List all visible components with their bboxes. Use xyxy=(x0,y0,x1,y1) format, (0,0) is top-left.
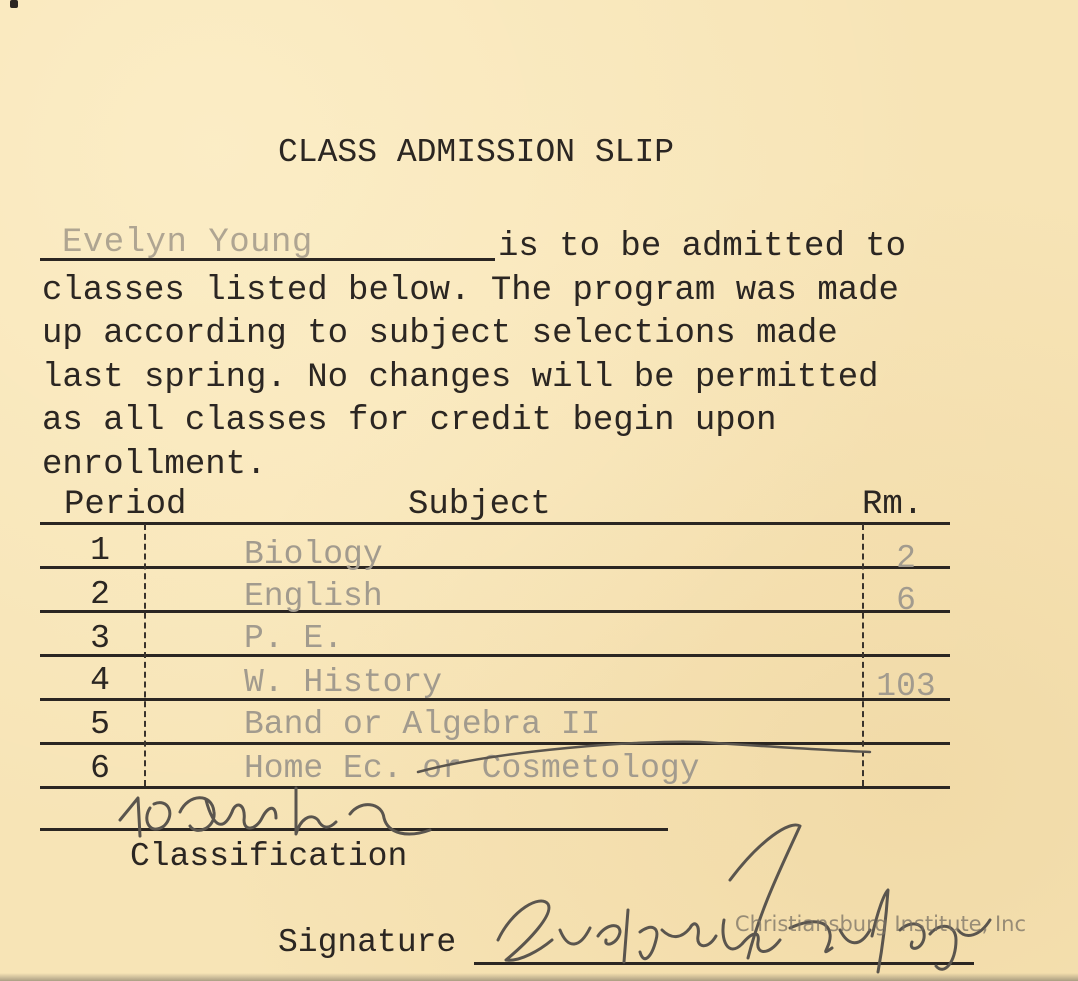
table-row-period: 5 xyxy=(90,706,110,743)
subject-header: Subject xyxy=(408,486,551,524)
table-row-subject: Band or Algebra II xyxy=(244,706,601,743)
table-row-room: 103 xyxy=(876,668,936,705)
table-row-period: 1 xyxy=(90,532,110,569)
paragraph-line: up according to subject selections made xyxy=(42,315,838,354)
table-row-period: 3 xyxy=(90,620,110,657)
paragraph-line: classes listed below. The program was made xyxy=(42,271,899,310)
period-header: Period xyxy=(64,486,187,524)
table-row-period: 4 xyxy=(90,662,110,699)
table-row-room: 2 xyxy=(896,540,916,577)
document-title: CLASS ADMISSION SLIP xyxy=(278,134,675,171)
table-row-period: 6 xyxy=(90,750,110,787)
page-edge-shadow xyxy=(0,973,1078,981)
paragraph-line: is to be admitted to xyxy=(498,228,907,266)
handwritten-signature xyxy=(498,825,990,972)
paragraph-line: enrollment. xyxy=(42,445,267,484)
watermark-text: Christiansburg Institute, Inc xyxy=(734,912,1026,936)
table-row-subject: Home Ec. or Cosmetology xyxy=(244,750,700,787)
student-name: Evelyn Young xyxy=(62,224,313,262)
room-header: Rm. xyxy=(862,486,924,524)
table-row-subject: W. History xyxy=(244,664,443,701)
table-row-subject: English xyxy=(244,578,383,615)
signature-label: Signature xyxy=(278,924,457,961)
classification-label: Classification xyxy=(130,838,408,875)
paragraph-line: as all classes for credit begin upon xyxy=(42,402,777,441)
paragraph-line: last spring. No changes will be permitted xyxy=(42,358,879,397)
table-row-period: 2 xyxy=(90,576,110,613)
handwritten-classification xyxy=(120,788,430,836)
table-row-subject: P. E. xyxy=(244,620,344,657)
handwritten-crossout xyxy=(418,742,870,772)
table-row-subject: Biology xyxy=(244,536,383,573)
table-row-room: 6 xyxy=(896,582,916,619)
